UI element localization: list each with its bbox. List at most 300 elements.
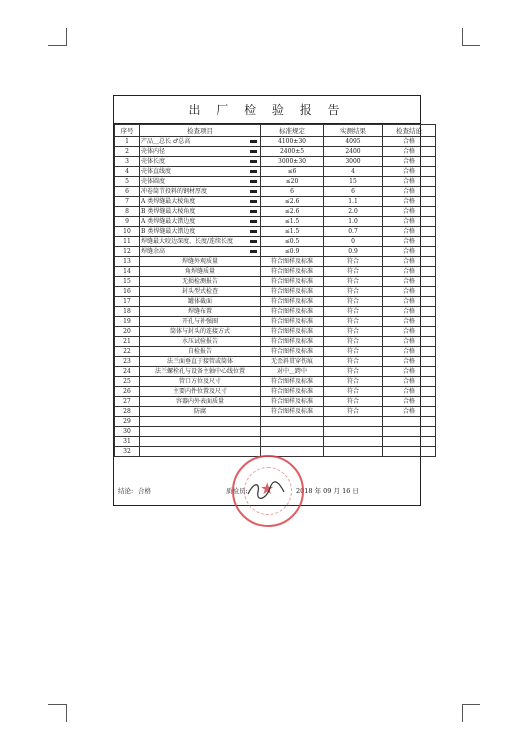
row-conclusion-text: 合格 [402, 207, 415, 215]
redaction-mark [250, 150, 257, 153]
row-standard [261, 177, 324, 187]
row-item-text: 角焊缝质量 [184, 267, 215, 275]
row-number-text: 29 [123, 417, 131, 425]
row-result-text: 符合 [346, 317, 359, 325]
row-item [140, 257, 261, 267]
row-number [115, 277, 140, 287]
row-result [324, 437, 383, 447]
row-standard [261, 207, 324, 217]
conclusion-label: 结论: [118, 487, 134, 495]
row-result [324, 447, 383, 457]
row-number [115, 377, 140, 387]
row-conclusion [383, 367, 436, 377]
row-result-text: 符合 [346, 377, 359, 385]
row-item [140, 377, 261, 387]
table-row [115, 337, 436, 347]
row-standard [261, 297, 324, 307]
row-standard-text: 符合图样及标准 [270, 397, 313, 405]
report-date: 2018 年 09 月 16 日 [296, 487, 359, 495]
row-number [115, 247, 140, 257]
row-result [324, 357, 383, 367]
row-result [324, 377, 383, 387]
row-conclusion [383, 437, 436, 447]
inspection-table [114, 124, 436, 457]
row-standard-text: 对中＿跨中 [276, 367, 307, 375]
row-result [324, 327, 383, 337]
table-header-row [115, 125, 436, 137]
row-result [324, 137, 383, 147]
row-number [115, 187, 140, 197]
row-number [115, 427, 140, 437]
row-item-text: 冲卷筒节投料的钢材厚度 [141, 187, 208, 195]
row-number [115, 267, 140, 277]
row-standard-text: 无歪斜贯穿伤痕 [270, 357, 313, 365]
row-conclusion-text: 合格 [402, 157, 415, 165]
table-row [115, 367, 436, 377]
row-number-text: 1 [125, 137, 129, 145]
row-number-text: 28 [123, 407, 131, 415]
row-result [324, 177, 383, 187]
row-standard [261, 197, 324, 207]
row-number-text: 23 [123, 357, 131, 365]
header-item: 检查项目 [140, 125, 261, 137]
row-conclusion [383, 417, 436, 427]
row-standard [261, 417, 324, 427]
row-number-text: 14 [123, 267, 131, 275]
row-standard [261, 337, 324, 347]
row-conclusion [383, 157, 436, 167]
row-item [140, 337, 261, 347]
inspector-label: 质检员: [226, 487, 248, 495]
row-conclusion-text: 合格 [402, 147, 415, 155]
redaction-mark [250, 210, 257, 213]
table-row [115, 147, 436, 157]
row-number [115, 317, 140, 327]
row-number-text: 24 [123, 367, 131, 375]
row-number-text: 32 [123, 447, 131, 455]
row-item [140, 357, 261, 367]
row-number [115, 387, 140, 397]
row-standard [261, 347, 324, 357]
conclusion-value: 合格 [138, 487, 151, 495]
row-number-text: 12 [123, 247, 131, 255]
row-item-text: 封头型式检查 [181, 287, 218, 295]
crop-mark-top-left-h [48, 45, 66, 46]
row-conclusion [383, 237, 436, 247]
row-result [324, 307, 383, 317]
table-row [115, 287, 436, 297]
row-standard-text: 6 [290, 187, 294, 195]
row-result-text: 0.9 [348, 247, 358, 255]
row-result [324, 317, 383, 327]
row-conclusion-text: 合格 [402, 347, 415, 355]
row-result-text: 15 [349, 177, 357, 185]
row-conclusion-text: 合格 [402, 377, 415, 385]
row-result [324, 397, 383, 407]
row-standard-text: 符合图样及标准 [270, 307, 313, 315]
row-result [324, 167, 383, 177]
row-result [324, 417, 383, 427]
row-conclusion-text: 合格 [402, 187, 415, 195]
row-number-text: 22 [123, 347, 131, 355]
table-row [115, 357, 436, 367]
row-conclusion [383, 397, 436, 407]
row-conclusion-text: 合格 [402, 317, 415, 325]
row-standard [261, 147, 324, 157]
row-result-text: 符合 [346, 337, 359, 345]
report-title: 出 厂 检 验 报 告 [114, 96, 420, 124]
row-conclusion-text: 合格 [402, 337, 415, 345]
row-number [115, 217, 140, 227]
row-result [324, 257, 383, 267]
row-number-text: 11 [123, 237, 131, 245]
row-conclusion [383, 427, 436, 437]
row-number [115, 447, 140, 457]
row-result [324, 347, 383, 357]
row-conclusion [383, 387, 436, 397]
row-standard-text: ≤20 [285, 177, 299, 185]
row-conclusion [383, 207, 436, 217]
row-number [115, 357, 140, 367]
row-item-text: 容器内外表面质量 [175, 397, 224, 405]
row-conclusion [383, 177, 436, 187]
row-standard [261, 317, 324, 327]
row-result-text: 2400 [345, 147, 361, 155]
row-result [324, 147, 383, 157]
row-conclusion [383, 377, 436, 387]
row-number [115, 147, 140, 157]
row-item-text: 焊缝余高 [141, 247, 166, 255]
row-item-text: 筒体与封头的连接方式 [169, 327, 230, 335]
row-standard [261, 157, 324, 167]
row-standard [261, 277, 324, 287]
row-result-text: 符合 [346, 347, 359, 355]
row-standard [261, 167, 324, 177]
row-number-text: 25 [123, 377, 131, 385]
row-standard [261, 257, 324, 267]
row-result-text: 符合 [346, 387, 359, 395]
crop-mark-top-right-h [462, 45, 480, 46]
row-result [324, 247, 383, 257]
table-row [115, 387, 436, 397]
row-result-text: 符合 [346, 367, 359, 375]
row-item-text: 壳体直线度 [141, 167, 172, 175]
row-conclusion-text: 合格 [402, 217, 415, 225]
row-conclusion-text: 合格 [402, 297, 415, 305]
table-row [115, 307, 436, 317]
table-row [115, 217, 436, 227]
row-number [115, 167, 140, 177]
row-item [140, 157, 261, 167]
row-result [324, 207, 383, 217]
row-conclusion [383, 267, 436, 277]
row-standard-text: 符合图样及标准 [270, 337, 313, 345]
table-row [115, 297, 436, 307]
row-number-text: 30 [123, 427, 131, 435]
row-item [140, 307, 261, 317]
row-item [140, 267, 261, 277]
table-row [115, 197, 436, 207]
row-number-text: 4 [125, 167, 129, 175]
row-standard [261, 307, 324, 317]
crop-mark-bottom-right-h [462, 704, 480, 705]
row-item [140, 287, 261, 297]
row-number-text: 17 [123, 297, 131, 305]
row-standard [261, 187, 324, 197]
row-item [140, 137, 261, 147]
row-item [140, 297, 261, 307]
row-conclusion [383, 227, 436, 237]
row-number-text: 10 [123, 227, 131, 235]
row-conclusion-text: 合格 [402, 167, 415, 175]
table-row [115, 207, 436, 217]
row-number-text: 5 [125, 177, 129, 185]
table-row [115, 417, 436, 427]
row-number-text: 6 [125, 187, 129, 195]
row-result [324, 387, 383, 397]
row-conclusion-text: 合格 [402, 137, 415, 145]
row-conclusion-text: 合格 [402, 227, 415, 235]
row-result-text: 符合 [346, 397, 359, 405]
row-item [140, 227, 261, 237]
row-result-text: 符合 [346, 307, 359, 315]
row-standard [261, 237, 324, 247]
row-standard-text: 4100±30 [278, 137, 306, 145]
table-row [115, 437, 436, 447]
row-number [115, 257, 140, 267]
crop-mark-bottom-left-h [48, 704, 66, 705]
row-standard-text: ≤0.5 [284, 237, 300, 245]
row-standard [261, 397, 324, 407]
row-standard-text: 3000±30 [278, 157, 306, 165]
row-result-text: 6 [351, 187, 355, 195]
row-result-text: 3000 [345, 157, 361, 165]
row-item-text: 焊缝最大咬边深度、长度/连续长度 [141, 237, 234, 245]
row-standard-text: 符合图样及标准 [270, 347, 313, 355]
row-result-text: 2.0 [348, 207, 358, 215]
row-number [115, 347, 140, 357]
crop-mark-top-right-v [462, 28, 463, 46]
row-standard [261, 287, 324, 297]
row-result [324, 407, 383, 417]
row-item [140, 387, 261, 397]
table-row [115, 377, 436, 387]
row-item-text: 开孔与补强圈 [181, 317, 218, 325]
table-row [115, 177, 436, 187]
row-standard [261, 377, 324, 387]
row-standard [261, 367, 324, 377]
row-standard [261, 247, 324, 257]
table-row [115, 157, 436, 167]
header-no: 序号 [115, 125, 140, 137]
row-result [324, 367, 383, 377]
row-conclusion [383, 247, 436, 257]
row-item [140, 427, 261, 437]
row-conclusion-text: 合格 [402, 247, 415, 255]
row-number-text: 20 [123, 327, 131, 335]
row-item-text: 法兰螺栓孔与设备主轴中心线位置 [154, 367, 245, 375]
row-number [115, 367, 140, 377]
row-number-text: 18 [123, 307, 131, 315]
row-conclusion-text: 合格 [402, 387, 415, 395]
row-result-text: 符合 [346, 287, 359, 295]
row-conclusion-text: 合格 [402, 407, 415, 415]
row-item-text: A 类焊缝最大错边度 [141, 217, 196, 225]
row-number [115, 297, 140, 307]
row-number [115, 197, 140, 207]
row-standard [261, 437, 324, 447]
row-item [140, 247, 261, 257]
redaction-mark [250, 250, 257, 253]
row-standard-text: ≤1.5 [284, 227, 300, 235]
row-number-text: 19 [123, 317, 131, 325]
row-standard-text: 符合图样及标准 [270, 277, 313, 285]
row-item [140, 447, 261, 457]
row-conclusion [383, 257, 436, 267]
row-conclusion [383, 347, 436, 357]
crop-mark-top-left-v [66, 28, 67, 46]
table-body [115, 137, 436, 457]
row-result-text: 符合 [346, 277, 359, 285]
row-item-text: B 类焊缝最大棱角度 [141, 207, 196, 215]
redaction-mark [250, 190, 257, 193]
row-result [324, 197, 383, 207]
row-result-text: 1.0 [348, 217, 358, 225]
row-result [324, 267, 383, 277]
seal-star-icon: ★ [260, 479, 275, 498]
row-item [140, 367, 261, 377]
row-conclusion-text: 合格 [402, 367, 415, 375]
table-row [115, 137, 436, 147]
redaction-mark [250, 220, 257, 223]
row-result [324, 427, 383, 437]
row-conclusion [383, 217, 436, 227]
row-result [324, 217, 383, 227]
row-conclusion-text: 合格 [402, 357, 415, 365]
row-conclusion-text: 合格 [402, 327, 415, 335]
row-conclusion [383, 187, 436, 197]
row-item [140, 147, 261, 157]
row-standard-text: 符合图样及标准 [270, 267, 313, 275]
row-conclusion-text: 合格 [402, 267, 415, 275]
table-row [115, 427, 436, 437]
row-number-text: 3 [125, 157, 129, 165]
row-standard-text: 符合图样及标准 [270, 257, 313, 265]
row-item-text: 无损检测报告 [181, 277, 218, 285]
row-conclusion [383, 137, 436, 147]
row-conclusion [383, 407, 436, 417]
row-standard-text: ≤6 [287, 167, 297, 175]
row-item [140, 237, 261, 247]
row-conclusion [383, 287, 436, 297]
row-item [140, 327, 261, 337]
row-standard [261, 387, 324, 397]
row-item-text: 壳体内径 [141, 147, 166, 155]
row-item [140, 217, 261, 227]
row-result-text: 1.1 [348, 197, 358, 205]
row-conclusion [383, 357, 436, 367]
row-standard-text: ≤0.9 [284, 247, 300, 255]
row-result [324, 237, 383, 247]
row-number [115, 157, 140, 167]
row-conclusion [383, 167, 436, 177]
row-result [324, 337, 383, 347]
row-standard [261, 327, 324, 337]
row-number [115, 177, 140, 187]
row-conclusion-text: 合格 [402, 177, 415, 185]
inspection-report [113, 95, 421, 506]
table-row [115, 227, 436, 237]
header-standard: 标准规定 [261, 125, 324, 137]
row-result [324, 297, 383, 307]
redaction-mark [250, 140, 257, 143]
row-standard-text: ≤2.6 [284, 197, 300, 205]
row-conclusion-text: 合格 [402, 257, 415, 265]
row-conclusion [383, 307, 436, 317]
row-result [324, 187, 383, 197]
redaction-mark [250, 160, 257, 163]
table-row [115, 397, 436, 407]
row-item [140, 207, 261, 217]
row-result [324, 227, 383, 237]
row-number [115, 397, 140, 407]
row-standard-text: 符合图样及标准 [270, 297, 313, 305]
row-item [140, 317, 261, 327]
row-result [324, 277, 383, 287]
row-item [140, 417, 261, 427]
redaction-mark [250, 240, 257, 243]
redaction-mark [250, 180, 257, 183]
row-item-text: 管口方位及尺寸 [178, 377, 221, 385]
table-row [115, 267, 436, 277]
header-conclusion: 检查结论 [383, 125, 436, 137]
row-item-text: 罐体截面 [187, 297, 212, 305]
table-row [115, 277, 436, 287]
row-conclusion [383, 447, 436, 457]
table-row [115, 257, 436, 267]
row-number [115, 437, 140, 447]
row-standard-text: 符合图样及标准 [270, 377, 313, 385]
row-item [140, 437, 261, 447]
row-conclusion-text: 合格 [402, 287, 415, 295]
row-item [140, 177, 261, 187]
row-item-text: 焊缝布置 [187, 307, 212, 315]
row-number [115, 417, 140, 427]
row-number [115, 287, 140, 297]
row-result-text: 符合 [346, 357, 359, 365]
row-conclusion [383, 317, 436, 327]
header-result: 实测结果 [324, 125, 383, 137]
row-result-text: 符合 [346, 257, 359, 265]
redaction-mark [250, 230, 257, 233]
row-number [115, 207, 140, 217]
row-item [140, 187, 261, 197]
row-result [324, 287, 383, 297]
row-conclusion-text: 合格 [402, 277, 415, 285]
row-conclusion-text: 合格 [402, 197, 415, 205]
table-row [115, 167, 436, 177]
row-number-text: 31 [123, 437, 131, 445]
row-standard [261, 427, 324, 437]
row-standard [261, 227, 324, 237]
row-result-text: 0.7 [348, 227, 358, 235]
row-number [115, 227, 140, 237]
redaction-mark [250, 170, 257, 173]
row-item-text: 壳体长度 [141, 157, 166, 165]
row-number-text: 2 [125, 147, 129, 155]
row-standard [261, 407, 324, 417]
table-row [115, 237, 436, 247]
